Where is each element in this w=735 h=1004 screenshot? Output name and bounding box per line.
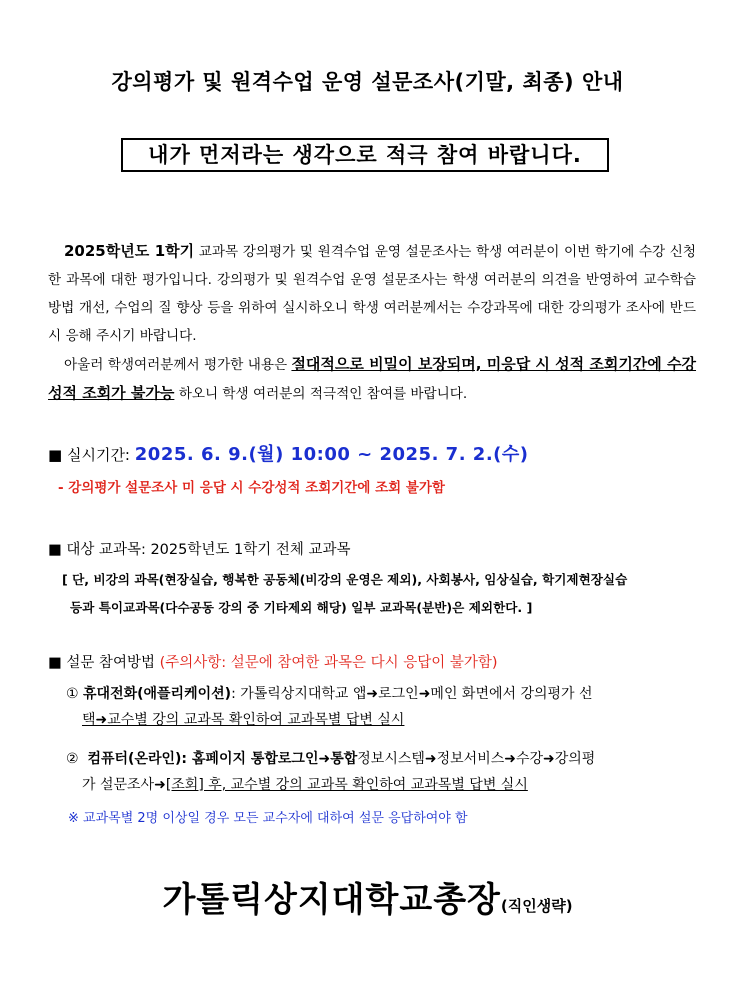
period-row (48, 440, 529, 466)
square-bullet-icon: ■ (48, 446, 63, 464)
step-text-underlined: 택➜교수별 강의 교과목 확인하여 교과목별 답변 실시 (82, 712, 405, 728)
step-number: ① (66, 686, 79, 702)
step-text: 정보시스템➜정보서비스➜수강➜강의평 (357, 751, 596, 767)
president-signature: 가톨릭상지대학교총장 (162, 880, 501, 920)
intro-paragraph-2 (48, 350, 696, 408)
method-row (48, 651, 498, 672)
step-text: 가 설문조사➜ (82, 777, 166, 793)
seal-omitted-note: (직인생략) (500, 897, 573, 915)
semester-label: 2025학년도 1학기 (64, 242, 195, 260)
intro-text-2-end: 하오니 학생 여러분의 적극적인 참여를 바랍니다. (174, 386, 468, 402)
period-label: 실시기간: (66, 446, 135, 464)
period-value: 2025. 6. 9.(월) 10:00 ~ 2025. 7. 2.(수) (134, 444, 529, 465)
method-caution: (주의사항: 설문에 참여한 과목은 다시 응답이 불가함) (159, 655, 498, 671)
period-note: - 강의평가 설문조사 미 응답 시 수강성적 조회기간에 조회 불가함 (58, 480, 445, 496)
square-bullet-icon: ■ (48, 542, 62, 558)
step-computer (66, 746, 692, 798)
step-name: 휴대전화(애플리케이션) (83, 686, 232, 702)
step-text: : 가톨릭상지대학교 앱➜로그인➜메인 화면에서 강의평가 선 (231, 686, 593, 702)
step-login: 홈페이지 통합로그인➜통합 (191, 751, 358, 767)
exclusion-line: 등과 특이교과목(다수공동 강의 중 기타제외 해당) 일부 교과목(분반)은 제외한다. ] (70, 600, 533, 615)
square-bullet-icon: ■ (48, 655, 62, 671)
step-mobile (66, 681, 692, 733)
exclusion-line: [ 단, 비강의 과목(현장실습, 행복한 공동체(비강의 운영은 제외), 사회봉사, 임상실습, 학기제현장실습 (62, 572, 628, 587)
page-title: 강의평가 및 원격수업 운영 설문조사(기말, 최종) 안내 (111, 70, 624, 94)
notice-banner: 내가 먼저라는 생각으로 적극 참여 바랍니다. (121, 138, 609, 172)
method-label: 설문 참여방법 (66, 655, 160, 671)
confidential-emphasis: 절대적으로 비밀이 보장되며, 미응답 시 성적 조회기간에 수강성적 조회가 불가능 (48, 355, 697, 402)
step-name: 컴퓨터(온라인): (87, 751, 192, 767)
intro-paragraph-1 (48, 237, 696, 350)
step-text-underlined: [조회] 후, 교수별 강의 교과목 확인하여 교과목별 답변 실시 (165, 777, 528, 793)
signature (0, 872, 735, 921)
intro-section (48, 237, 696, 408)
intro-text-1: 교과목 강의평가 및 원격수업 운영 설문조사는 학생 여러분이 이번 학기에 수강 신청한 과목에 대한 평가입니다. 강의평가 및 원격수업 운영 설문조사는 학생 여러분의 의견을 반영하여 교수학습방법 개선, 수업의 질 향상 등을 위하여 실시하오니 학생 여러분께서는 수강과목에 대한 강의평가 조사에 반드시 응해 주시기 바랍니다. (48, 244, 696, 344)
target-row (48, 538, 350, 559)
target-label: 대상 교과목: 2025학년도 1학기 전체 교과목 (66, 542, 351, 558)
intro-text-2-start: 아울러 학생여러분께서 평가한 내용은 (64, 357, 292, 373)
step-number: ② (66, 751, 79, 767)
exclusion-note (62, 566, 702, 622)
multi-professor-note: ※ 교과목별 2명 이상일 경우 모든 교수자에 대하여 설문 응답하여야 함 (68, 811, 468, 826)
